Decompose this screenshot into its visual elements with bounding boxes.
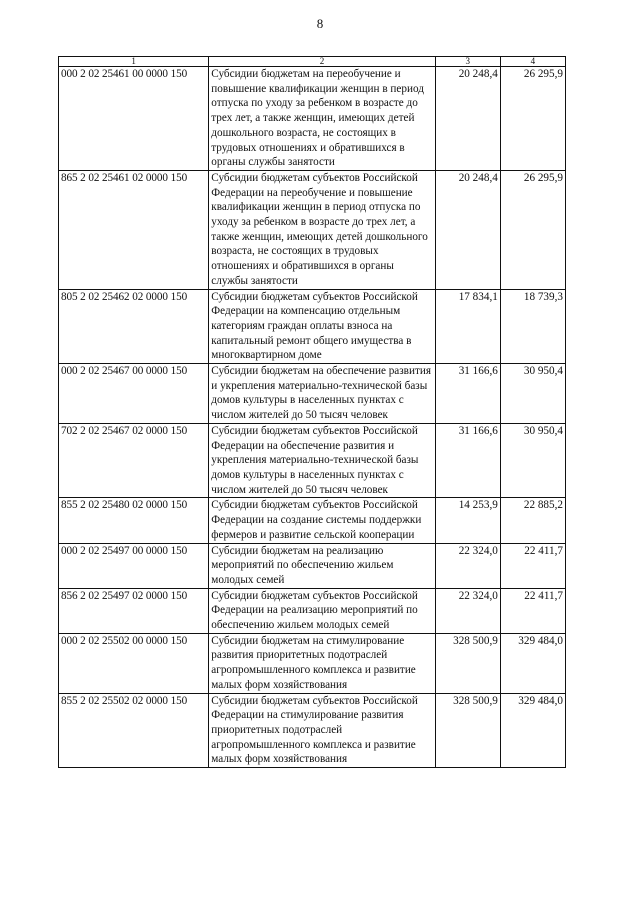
budget-table	[58, 56, 566, 768]
table-row	[59, 693, 566, 768]
row-description: Субсидии бюджетам субъектов Российской Федерации на компенсацию отдельным категориям граждан оплаты взноса на капитальный ремонт общего имущества в многоквартирном доме	[209, 289, 435, 364]
row-description: Субсидии бюджетам на переобучение и повышение квалификации женщин в период отпуска по уходу за ребенком в возрасте до трех лет, а также женщин, имеющих детей дошкольного возраста, не состоящих в трудовых отношениях и обратившихся в органы службы занятости	[209, 67, 435, 171]
row-description: Субсидии бюджетам субъектов Российской Федерации на обеспечение развития и укрепления материально-технической базы домов культуры в населенных пунктах с числом жителей до 50 тысяч человек	[209, 423, 435, 498]
table-row	[59, 289, 566, 364]
table-row	[59, 588, 566, 633]
value-col-4: 26 295,9	[500, 170, 565, 289]
budget-code: 855 2 02 25502 02 0000 150	[59, 693, 209, 768]
value-col-4: 30 950,4	[500, 423, 565, 498]
budget-code: 000 2 02 25502 00 0000 150	[59, 633, 209, 693]
header-row	[59, 57, 566, 67]
row-description: Субсидии бюджетам на стимулирование развития приоритетных подотраслей агропромышленного комплекса и развитие малых форм хозяйствования	[209, 633, 435, 693]
value-col-3: 31 166,6	[435, 423, 500, 498]
value-col-4: 18 739,3	[500, 289, 565, 364]
table-row	[59, 423, 566, 498]
row-description: Субсидии бюджетам субъектов Российской Федерации на реализацию мероприятий по обеспечению жильем молодых семей	[209, 588, 435, 633]
table-row	[59, 170, 566, 289]
row-description: Субсидии бюджетам на реализацию мероприятий по обеспечению жильем молодых семей	[209, 543, 435, 588]
table-row	[59, 543, 566, 588]
value-col-4: 329 484,0	[500, 633, 565, 693]
row-description: Субсидии бюджетам на обеспечение развития и укрепления материально-технической базы домов культуры в населенных пунктах с числом жителей до 50 тысяч человек	[209, 364, 435, 424]
budget-code: 000 2 02 25461 00 0000 150	[59, 67, 209, 171]
budget-code: 865 2 02 25461 02 0000 150	[59, 170, 209, 289]
budget-code: 856 2 02 25497 02 0000 150	[59, 588, 209, 633]
value-col-4: 22 411,7	[500, 588, 565, 633]
table-row	[59, 67, 566, 171]
value-col-4: 22 885,2	[500, 498, 565, 543]
row-description: Субсидии бюджетам субъектов Российской Федерации на переобучение и повышение квалификации женщин в период отпуска по уходу за ребенком в возрасте до трех лет, а также женщин, имеющих детей дошкольного возраста, не состоящих в трудовых отношениях и обратившихся в органы службы занятости	[209, 170, 435, 289]
value-col-4: 22 411,7	[500, 543, 565, 588]
budget-code: 855 2 02 25480 02 0000 150	[59, 498, 209, 543]
value-col-4: 30 950,4	[500, 364, 565, 424]
value-col-3: 22 324,0	[435, 588, 500, 633]
value-col-3: 328 500,9	[435, 693, 500, 768]
value-col-3: 20 248,4	[435, 67, 500, 171]
value-col-3: 22 324,0	[435, 543, 500, 588]
header-col-2: 2	[209, 57, 435, 67]
table-header	[59, 57, 566, 67]
value-col-3: 20 248,4	[435, 170, 500, 289]
page-number: 8	[316, 16, 324, 31]
header-col-4: 4	[500, 57, 565, 67]
table-row	[59, 633, 566, 693]
value-col-4: 26 295,9	[500, 67, 565, 171]
budget-code: 702 2 02 25467 02 0000 150	[59, 423, 209, 498]
value-col-3: 17 834,1	[435, 289, 500, 364]
value-col-4: 329 484,0	[500, 693, 565, 768]
table-row	[59, 498, 566, 543]
row-description: Субсидии бюджетам субъектов Российской Федерации на создание системы поддержки фермеров и развитие сельской кооперации	[209, 498, 435, 543]
budget-code: 805 2 02 25462 02 0000 150	[59, 289, 209, 364]
row-description: Субсидии бюджетам субъектов Российской Федерации на стимулирование развития приоритетных подотраслей агропромышленного комплекса и развитие малых форм хозяйствования	[209, 693, 435, 768]
value-col-3: 14 253,9	[435, 498, 500, 543]
budget-code: 000 2 02 25467 00 0000 150	[59, 364, 209, 424]
budget-code: 000 2 02 25497 00 0000 150	[59, 543, 209, 588]
value-col-3: 31 166,6	[435, 364, 500, 424]
header-col-1: 1	[59, 57, 209, 67]
value-col-3: 328 500,9	[435, 633, 500, 693]
table-row	[59, 364, 566, 424]
header-col-3: 3	[435, 57, 500, 67]
